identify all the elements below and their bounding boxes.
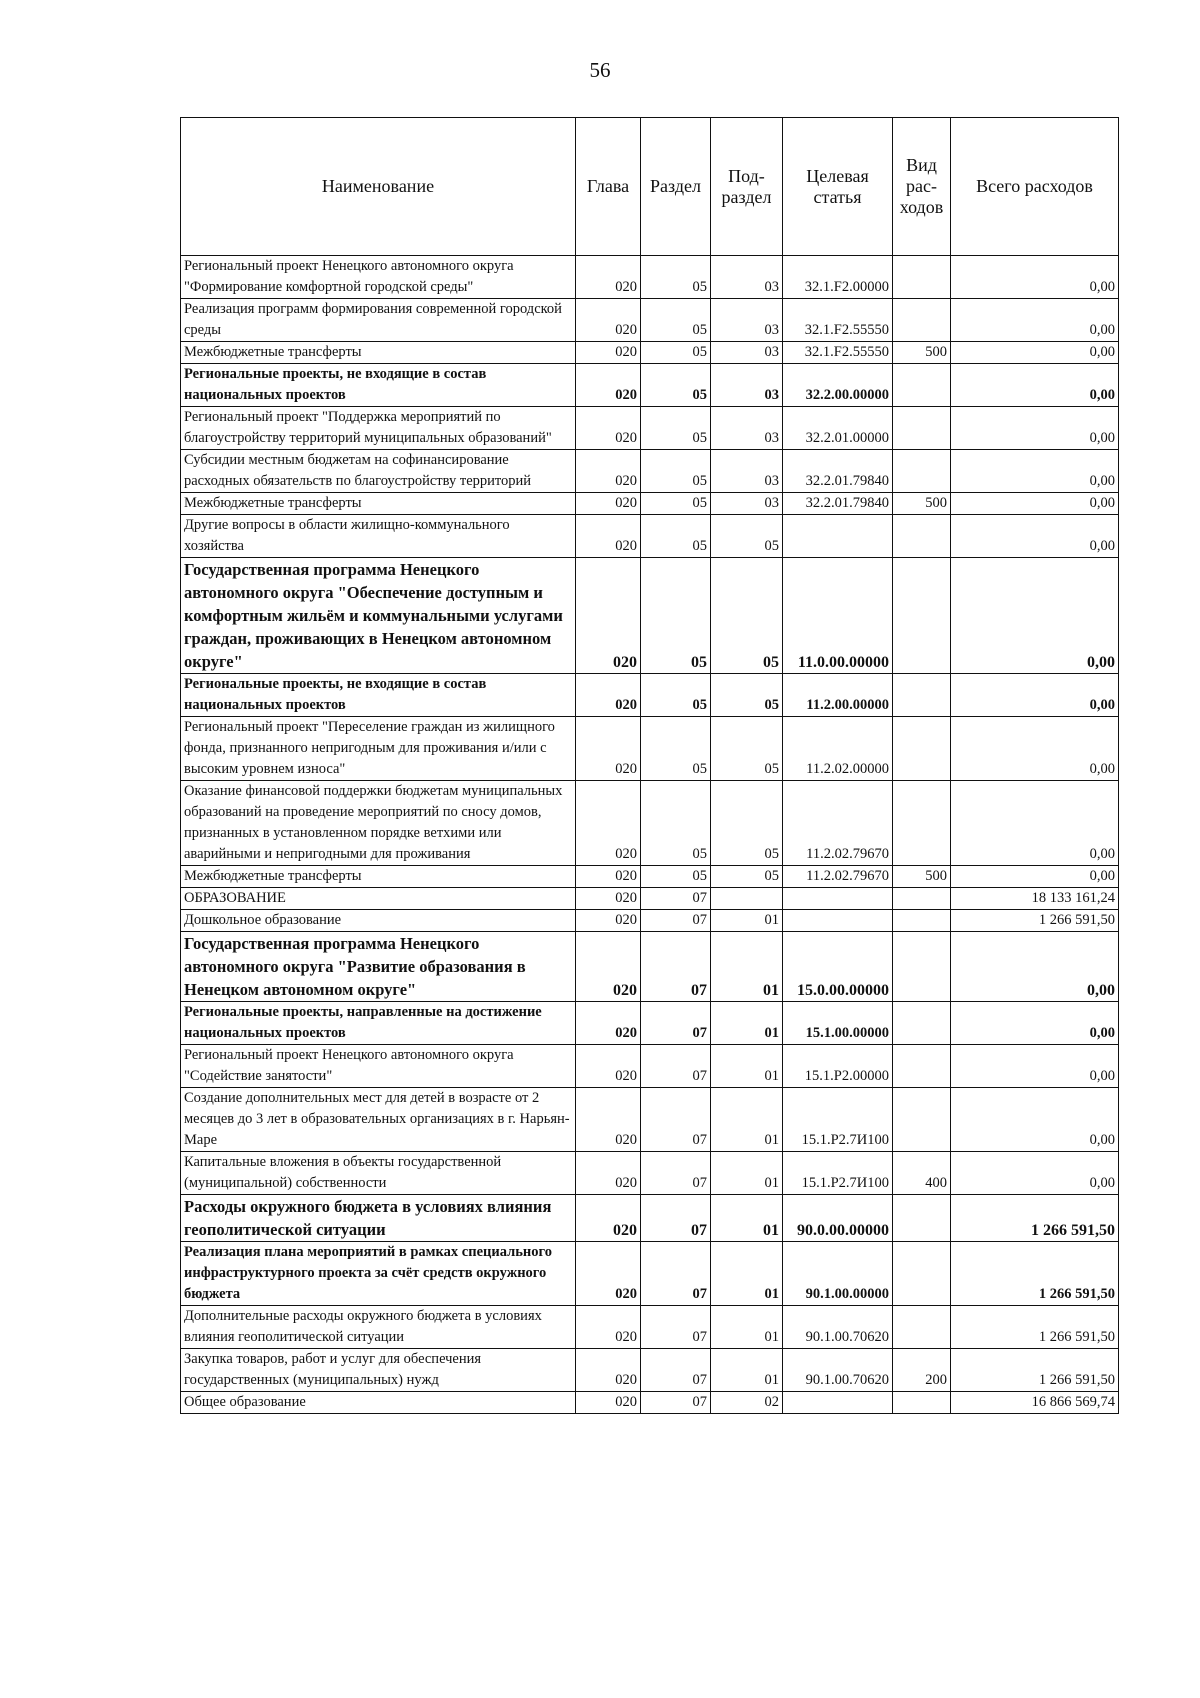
cell-vid	[893, 1088, 951, 1152]
cell-glava: 020	[576, 515, 641, 558]
cell-vid	[893, 932, 951, 1002]
cell-podrazdel	[711, 888, 783, 910]
cell-razdel: 05	[641, 342, 711, 364]
cell-podrazdel: 05	[711, 558, 783, 674]
cell-target: 11.2.02.00000	[783, 717, 893, 781]
cell-name: Региональные проекты, не входящие в состав национальных проектов	[181, 364, 576, 407]
cell-vid	[893, 299, 951, 342]
cell-razdel: 07	[641, 1392, 711, 1414]
cell-podrazdel: 01	[711, 1088, 783, 1152]
cell-name: Реализация программ формирования современной городской среды	[181, 299, 576, 342]
cell-razdel: 05	[641, 866, 711, 888]
cell-total: 0,00	[951, 866, 1119, 888]
cell-target: 11.2.02.79670	[783, 781, 893, 866]
cell-target: 32.1.F2.55550	[783, 299, 893, 342]
cell-razdel: 07	[641, 1152, 711, 1195]
cell-glava: 020	[576, 910, 641, 932]
header-podrazdel: Под- раздел	[711, 118, 783, 256]
cell-razdel: 05	[641, 558, 711, 674]
cell-total: 0,00	[951, 493, 1119, 515]
cell-glava: 020	[576, 866, 641, 888]
cell-razdel: 05	[641, 299, 711, 342]
cell-target: 15.1.P2.00000	[783, 1045, 893, 1088]
cell-glava: 020	[576, 1045, 641, 1088]
cell-target: 90.1.00.00000	[783, 1242, 893, 1306]
cell-glava: 020	[576, 1152, 641, 1195]
cell-razdel: 07	[641, 1242, 711, 1306]
cell-podrazdel: 01	[711, 1349, 783, 1392]
cell-vid	[893, 1392, 951, 1414]
cell-total: 0,00	[951, 558, 1119, 674]
table-row	[181, 299, 1119, 342]
table-row	[181, 1349, 1119, 1392]
cell-total: 1 266 591,50	[951, 1195, 1119, 1242]
table-row	[181, 364, 1119, 407]
table-row	[181, 1045, 1119, 1088]
budget-table	[180, 117, 1119, 1414]
cell-vid: 400	[893, 1152, 951, 1195]
cell-podrazdel: 05	[711, 866, 783, 888]
cell-target: 15.1.P2.7И100	[783, 1088, 893, 1152]
cell-name: Региональный проект Ненецкого автономного округа "Содействие занятости"	[181, 1045, 576, 1088]
cell-glava: 020	[576, 1349, 641, 1392]
cell-total: 1 266 591,50	[951, 1242, 1119, 1306]
cell-name: Закупка товаров, работ и услуг для обеспечения государственных (муниципальных) нужд	[181, 1349, 576, 1392]
cell-name: Региональный проект Ненецкого автономного округа "Формирование комфортной городской среды"	[181, 256, 576, 299]
table-row	[181, 493, 1119, 515]
cell-vid	[893, 256, 951, 299]
cell-glava: 020	[576, 1002, 641, 1045]
cell-vid	[893, 364, 951, 407]
cell-total: 0,00	[951, 1045, 1119, 1088]
cell-name: Другие вопросы в области жилищно-коммунального хозяйства	[181, 515, 576, 558]
cell-glava: 020	[576, 1392, 641, 1414]
table-row	[181, 866, 1119, 888]
cell-total: 0,00	[951, 450, 1119, 493]
cell-razdel: 07	[641, 1045, 711, 1088]
header-vid: Вид рас- ходов	[893, 118, 951, 256]
cell-total: 0,00	[951, 717, 1119, 781]
cell-target: 32.1.F2.55550	[783, 342, 893, 364]
cell-razdel: 05	[641, 515, 711, 558]
cell-target: 11.2.02.79670	[783, 866, 893, 888]
cell-glava: 020	[576, 1306, 641, 1349]
table-row	[181, 558, 1119, 674]
cell-glava: 020	[576, 342, 641, 364]
cell-target: 32.1.F2.00000	[783, 256, 893, 299]
table-row	[181, 1392, 1119, 1414]
cell-vid	[893, 1195, 951, 1242]
table-row	[181, 1242, 1119, 1306]
cell-vid	[893, 558, 951, 674]
cell-total: 0,00	[951, 932, 1119, 1002]
cell-glava: 020	[576, 1088, 641, 1152]
cell-target: 90.1.00.70620	[783, 1349, 893, 1392]
cell-total: 0,00	[951, 256, 1119, 299]
cell-name: Межбюджетные трансферты	[181, 342, 576, 364]
cell-name: Реализация плана мероприятий в рамках специального инфраструктурного проекта за счёт средств окружного бюджета	[181, 1242, 576, 1306]
cell-razdel: 07	[641, 1306, 711, 1349]
cell-razdel: 07	[641, 1349, 711, 1392]
cell-podrazdel: 01	[711, 932, 783, 1002]
cell-podrazdel: 05	[711, 781, 783, 866]
cell-podrazdel: 03	[711, 450, 783, 493]
cell-razdel: 07	[641, 932, 711, 1002]
cell-target: 32.2.01.79840	[783, 493, 893, 515]
cell-vid: 200	[893, 1349, 951, 1392]
cell-total: 1 266 591,50	[951, 1306, 1119, 1349]
cell-podrazdel: 05	[711, 515, 783, 558]
cell-podrazdel: 01	[711, 1152, 783, 1195]
cell-name: Региональные проекты, не входящие в состав национальных проектов	[181, 674, 576, 717]
cell-target	[783, 910, 893, 932]
cell-vid	[893, 717, 951, 781]
cell-podrazdel: 03	[711, 493, 783, 515]
cell-podrazdel: 01	[711, 1306, 783, 1349]
header-razdel: Раздел	[641, 118, 711, 256]
cell-glava: 020	[576, 781, 641, 866]
cell-target: 15.0.00.00000	[783, 932, 893, 1002]
cell-vid: 500	[893, 493, 951, 515]
cell-razdel: 07	[641, 910, 711, 932]
cell-glava: 020	[576, 299, 641, 342]
cell-total: 0,00	[951, 781, 1119, 866]
cell-total: 1 266 591,50	[951, 910, 1119, 932]
cell-name: Региональный проект "Переселение граждан из жилищного фонда, признанного непригодным для проживания и/или с высоким уровнем износа"	[181, 717, 576, 781]
cell-vid	[893, 1002, 951, 1045]
table-row	[181, 407, 1119, 450]
table-row	[181, 450, 1119, 493]
table-row	[181, 1195, 1119, 1242]
cell-vid	[893, 1306, 951, 1349]
cell-podrazdel: 01	[711, 1002, 783, 1045]
cell-glava: 020	[576, 932, 641, 1002]
table-row	[181, 1152, 1119, 1195]
table-row	[181, 256, 1119, 299]
cell-name: Межбюджетные трансферты	[181, 866, 576, 888]
cell-podrazdel: 01	[711, 1195, 783, 1242]
cell-razdel: 05	[641, 364, 711, 407]
cell-total: 0,00	[951, 1152, 1119, 1195]
cell-total: 1 266 591,50	[951, 1349, 1119, 1392]
cell-podrazdel: 03	[711, 342, 783, 364]
cell-podrazdel: 02	[711, 1392, 783, 1414]
cell-total: 0,00	[951, 407, 1119, 450]
header-target: Целевая статья	[783, 118, 893, 256]
table-row	[181, 717, 1119, 781]
cell-name: Расходы окружного бюджета в условиях влияния геополитической ситуации	[181, 1195, 576, 1242]
cell-name: Государственная программа Ненецкого автономного округа "Обеспечение доступным и комфортным жильём и коммунальными услугами граждан, проживающих в Ненецком автономном округе"	[181, 558, 576, 674]
cell-vid: 500	[893, 342, 951, 364]
cell-vid	[893, 910, 951, 932]
cell-razdel: 05	[641, 407, 711, 450]
table-row	[181, 342, 1119, 364]
cell-target: 32.2.01.79840	[783, 450, 893, 493]
cell-name: Субсидии местным бюджетам на софинансирование расходных обязательств по благоустройству территорий	[181, 450, 576, 493]
cell-razdel: 05	[641, 781, 711, 866]
table-row	[181, 781, 1119, 866]
cell-name: ОБРАЗОВАНИЕ	[181, 888, 576, 910]
cell-podrazdel: 05	[711, 674, 783, 717]
table-row	[181, 674, 1119, 717]
cell-target: 32.2.01.00000	[783, 407, 893, 450]
cell-vid	[893, 1045, 951, 1088]
table-row	[181, 1002, 1119, 1045]
cell-vid	[893, 515, 951, 558]
cell-razdel: 07	[641, 888, 711, 910]
cell-glava: 020	[576, 256, 641, 299]
cell-podrazdel: 05	[711, 717, 783, 781]
cell-target: 15.1.P2.7И100	[783, 1152, 893, 1195]
cell-glava: 020	[576, 888, 641, 910]
cell-razdel: 05	[641, 674, 711, 717]
cell-podrazdel: 03	[711, 256, 783, 299]
table-row	[181, 1088, 1119, 1152]
table-row	[181, 1306, 1119, 1349]
cell-name: Дополнительные расходы окружного бюджета в условиях влияния геополитической ситуации	[181, 1306, 576, 1349]
cell-target: 32.2.00.00000	[783, 364, 893, 407]
cell-vid	[893, 407, 951, 450]
page-number: 56	[589, 58, 611, 82]
cell-total: 0,00	[951, 1088, 1119, 1152]
cell-glava: 020	[576, 493, 641, 515]
cell-name: Региональный проект "Поддержка мероприятий по благоустройству территорий муниципальных образований"	[181, 407, 576, 450]
cell-glava: 020	[576, 1242, 641, 1306]
cell-podrazdel: 01	[711, 1045, 783, 1088]
cell-total: 18 133 161,24	[951, 888, 1119, 910]
header-total: Всего расходов	[951, 118, 1119, 256]
header-name: Наименование	[181, 118, 576, 256]
cell-total: 0,00	[951, 674, 1119, 717]
cell-razdel: 05	[641, 450, 711, 493]
cell-razdel: 05	[641, 493, 711, 515]
cell-total: 16 866 569,74	[951, 1392, 1119, 1414]
cell-razdel: 05	[641, 256, 711, 299]
cell-podrazdel: 03	[711, 364, 783, 407]
cell-vid	[893, 674, 951, 717]
cell-total: 0,00	[951, 515, 1119, 558]
cell-glava: 020	[576, 364, 641, 407]
cell-total: 0,00	[951, 1002, 1119, 1045]
cell-razdel: 05	[641, 717, 711, 781]
cell-name: Общее образование	[181, 1392, 576, 1414]
cell-podrazdel: 03	[711, 299, 783, 342]
header-glava: Глава	[576, 118, 641, 256]
cell-glava: 020	[576, 674, 641, 717]
cell-podrazdel: 01	[711, 1242, 783, 1306]
cell-name: Межбюджетные трансферты	[181, 493, 576, 515]
table-row	[181, 888, 1119, 910]
cell-name: Государственная программа Ненецкого автономного округа "Развитие образования в Ненецком автономном округе"	[181, 932, 576, 1002]
cell-glava: 020	[576, 1195, 641, 1242]
cell-name: Дошкольное образование	[181, 910, 576, 932]
cell-podrazdel: 01	[711, 910, 783, 932]
cell-podrazdel: 03	[711, 407, 783, 450]
table-header-row	[181, 118, 1119, 256]
cell-glava: 020	[576, 558, 641, 674]
cell-total: 0,00	[951, 299, 1119, 342]
table-row	[181, 515, 1119, 558]
cell-total: 0,00	[951, 364, 1119, 407]
cell-name: Создание дополнительных мест для детей в возрасте от 2 месяцев до 3 лет в образовательных организациях в г. Нарьян-Маре	[181, 1088, 576, 1152]
cell-target	[783, 1392, 893, 1414]
table-row	[181, 910, 1119, 932]
cell-razdel: 07	[641, 1195, 711, 1242]
cell-vid: 500	[893, 866, 951, 888]
cell-glava: 020	[576, 407, 641, 450]
cell-target: 11.2.00.00000	[783, 674, 893, 717]
cell-target	[783, 888, 893, 910]
cell-target: 11.0.00.00000	[783, 558, 893, 674]
cell-name: Региональные проекты, направленные на достижение национальных проектов	[181, 1002, 576, 1045]
cell-vid	[893, 888, 951, 910]
cell-glava: 020	[576, 717, 641, 781]
cell-target: 90.1.00.70620	[783, 1306, 893, 1349]
table-row	[181, 932, 1119, 1002]
cell-vid	[893, 1242, 951, 1306]
cell-name: Оказание финансовой поддержки бюджетам муниципальных образований на проведение мероприятий по сносу домов, признанных в установленном порядке ветхими или аварийными и непригодными для проживания	[181, 781, 576, 866]
cell-razdel: 07	[641, 1002, 711, 1045]
cell-target	[783, 515, 893, 558]
cell-name: Капитальные вложения в объекты государственной (муниципальной) собственности	[181, 1152, 576, 1195]
cell-target: 90.0.00.00000	[783, 1195, 893, 1242]
cell-total: 0,00	[951, 342, 1119, 364]
cell-glava: 020	[576, 450, 641, 493]
cell-vid	[893, 450, 951, 493]
cell-razdel: 07	[641, 1088, 711, 1152]
cell-target: 15.1.00.00000	[783, 1002, 893, 1045]
cell-vid	[893, 781, 951, 866]
table-body	[181, 256, 1119, 1414]
